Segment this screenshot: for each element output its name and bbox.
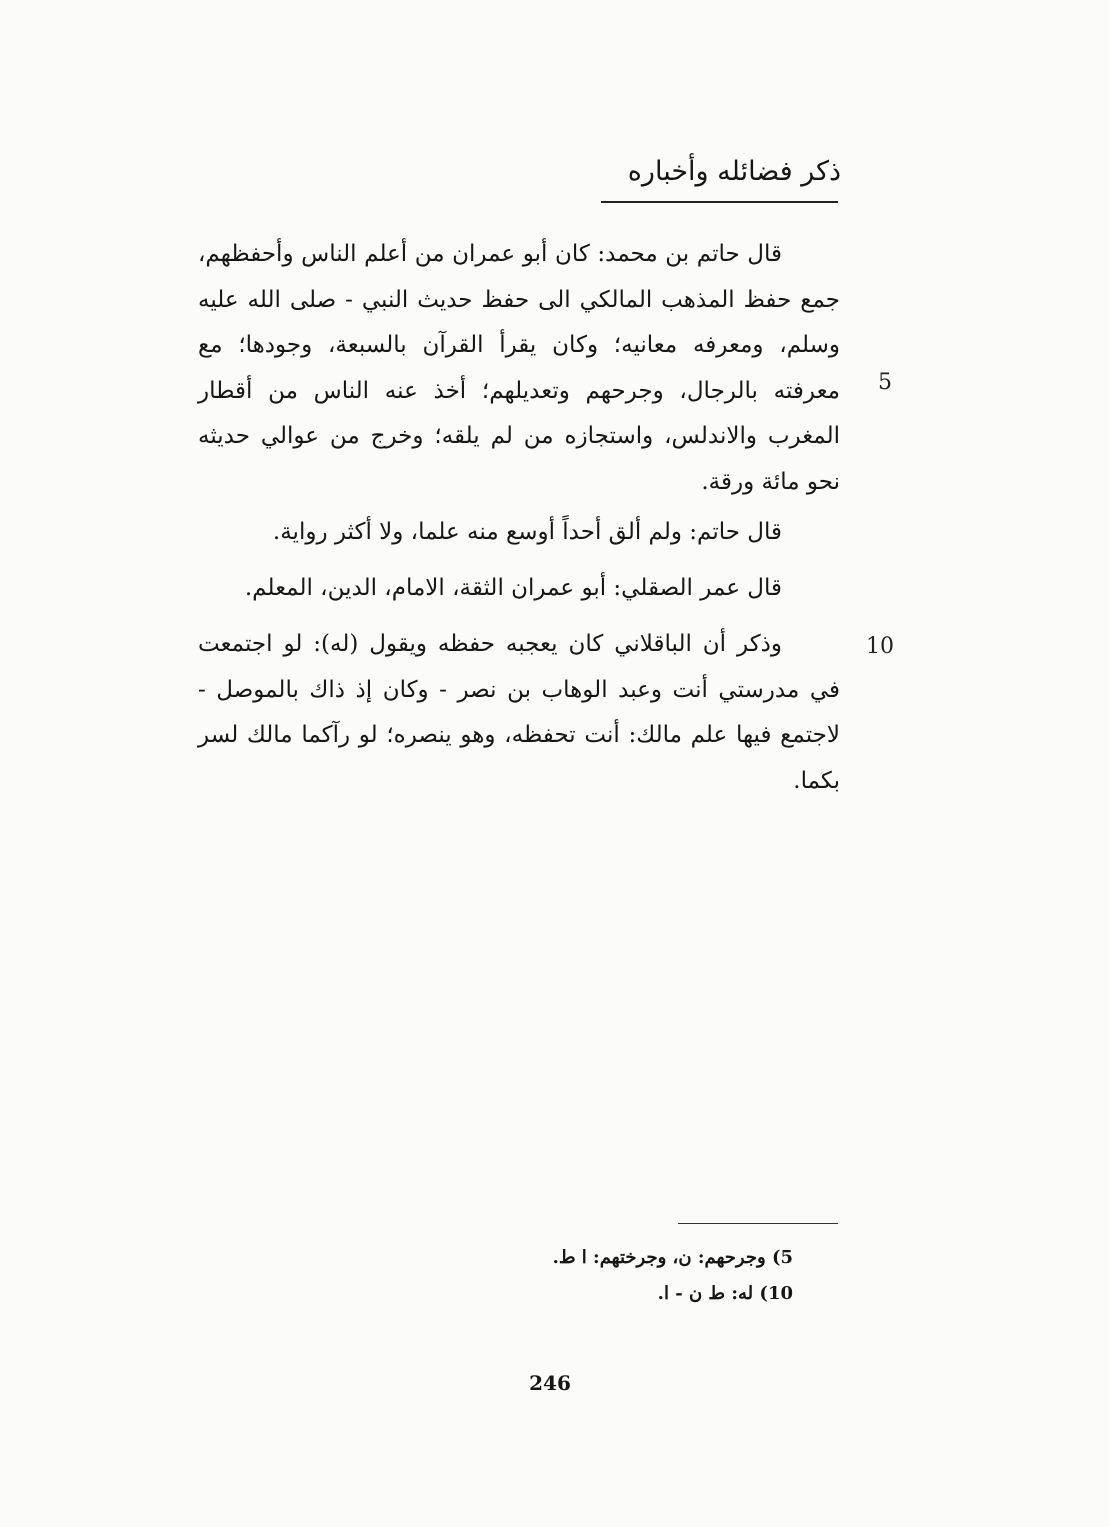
footnote-number: 5) (771, 1247, 793, 1268)
paragraph-umar-siqilli: قال عمر الصقلي: أبو عمران الثقة، الامام، الدين، المعلم. (244, 575, 782, 601)
footnote-number: 10) (759, 1283, 793, 1304)
paragraph-baqillani: وذكر أن الباقلاني كان يعجبه حفظه ويقول (له): لو اجتمعت في مدرستي أنت وعبد الوهاب بن نصر - وكان إذ ذاك بالموصل - لاجتمع فيها علم مالك: أنت تحفظه، وهو ينصره؛ لو رآكما مالك لسر بكما. (198, 631, 840, 794)
footnote-text: له: ط ن - ا. (657, 1283, 754, 1304)
paragraph-hatim-2: قال حاتم: ولم ألق أحداً أوسع منه علما، ولا أكثر رواية. (272, 519, 782, 545)
paragraph-hatim-1: قال حاتم بن محمد: كان أبو عمران من أعلم الناس وأحفظهم، جمع حفظ المذهب المالكي الى حفظ حديث النبي - صلى الله عليه وسلم، ومعرفه معانيه؛ وكان يقرأ القرآن بالسبعة، وجودها؛ مع معرفته بالرجال، وجرحهم وتعديلهم؛ أخذ عنه الناس من أقطار المغرب والاندلس، واستجازه من لم يلقه؛ وخرج من عوالي حديثه نحو مائة ورقة. (198, 241, 840, 495)
footnotes (393, 1240, 793, 1312)
footnote-item (393, 1240, 793, 1276)
line-number-5: 5 (878, 370, 892, 395)
header-rule (601, 201, 838, 203)
running-header-title: ذكر فضائله وأخباره (627, 156, 841, 187)
footnote-rule (678, 1223, 838, 1224)
footnote-text: وجرحهم: ن، وجرختهم: ا ط. (552, 1247, 766, 1268)
page-number: 246 (529, 1371, 571, 1395)
line-number-10: 10 (866, 634, 894, 659)
footnote-item (393, 1276, 793, 1312)
